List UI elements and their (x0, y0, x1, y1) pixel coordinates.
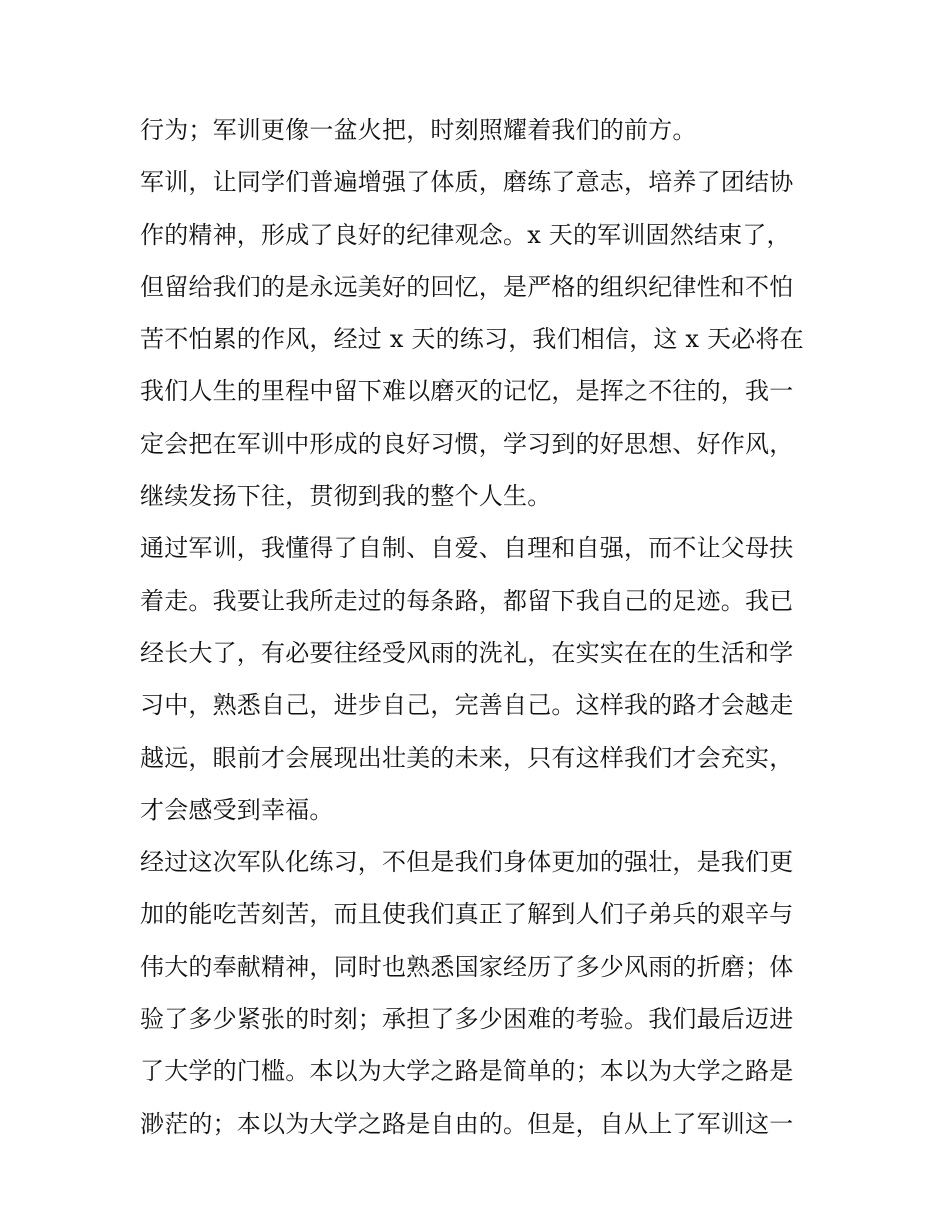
text-line: 习中，熟悉自己，进步自己，完善自己。这样我的路才会越走 (140, 691, 794, 720)
text-line: 经过这次军队化练习，不但是我们身体更加的强壮，是我们更 (140, 848, 794, 877)
text-line: 伟大的奉献精神，同时也熟悉国家经历了多少风雨的折磨；体 (140, 952, 794, 981)
text-line: 通过军训，我懂得了自制、自爱、自理和自强，而不让父母扶 (140, 534, 794, 563)
text-line: 作的精神，形成了良好的纪律观念。x 天的军训固然结束了， (140, 220, 791, 249)
text-line: 继续发扬下往，贯彻到我的整个人生。 (140, 482, 552, 511)
text-line: 加的能吃苦刻苦，而且使我们真正了解到人们子弟兵的艰辛与 (140, 900, 794, 929)
text-line: 才会感受到幸福。 (140, 795, 334, 824)
text-line: 着走。我要让我所走过的每条路，都留下我自己的足迹。我已 (140, 586, 794, 615)
text-line: 但留给我们的是永远美好的回忆，是严格的组织纪律性和不怕 (140, 272, 794, 301)
text-line: 军训，让同学们普遍增强了体质，磨练了意志，培养了团结协 (140, 168, 794, 197)
text-line: 苦不怕累的作风，经过 x 天的练习，我们相信，这 x 天必将在 (140, 325, 804, 354)
text-line: 渺茫的；本以为大学之路是自由的。但是，自从上了军训这一 (140, 1109, 794, 1138)
text-line: 行为；军训更像一盆火把，时刻照耀着我们的前方。 (140, 116, 697, 144)
text-line: 了大学的门槛。本以为大学之路是简单的；本以为大学之路是 (140, 1057, 794, 1086)
text-line: 我们人生的里程中留下难以磨灭的记忆，是挥之不往的，我一 (140, 377, 794, 406)
text-line: 经长大了，有必要往经受风雨的洗礼，在实实在在的生活和学 (140, 638, 794, 667)
text-line: 定会把在军训中形成的良好习惯，学习到的好思想、好作风， (140, 429, 794, 458)
text-line: 越远，眼前才会展现出壮美的未来，只有这样我们才会充实， (140, 743, 794, 772)
body-text (140, 104, 820, 1150)
text-line: 验了多少紧张的时刻；承担了多少困难的考验。我们最后迈进 (140, 1005, 794, 1034)
